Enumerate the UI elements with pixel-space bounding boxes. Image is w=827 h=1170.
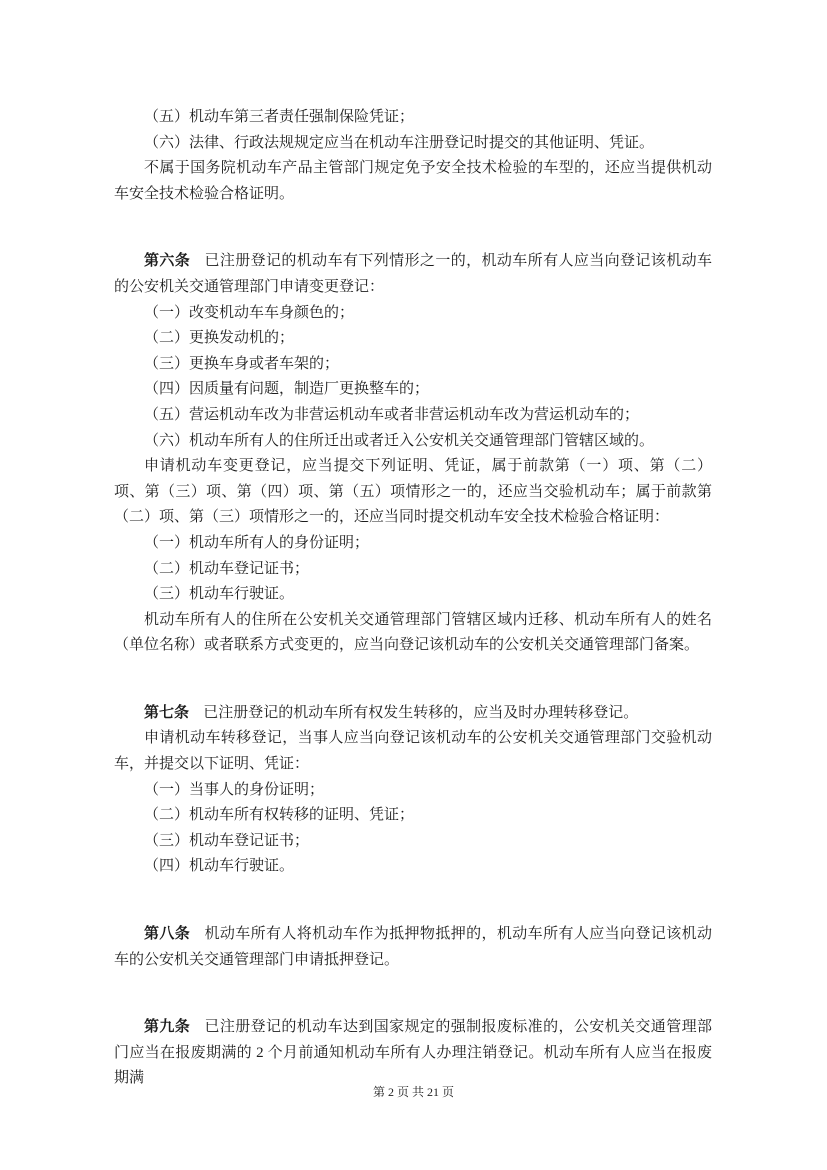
body-paragraph: （三）机动车行驶证。: [144, 586, 295, 603]
article-number: 第八条: [144, 926, 191, 943]
body-paragraph: 机动车所有人的住所在公安机关交通管理部门管辖区域内迁移、机动车所有人的姓名（单位名称）或者联系方式变更的，应当向登记该机动车的公安机关交通管理部门备案。: [114, 611, 712, 654]
article-number: 第九条: [144, 1019, 191, 1036]
body-paragraph: 不属于国务院机动车产品主管部门规定免予安全技术检验的车型的，还应当提供机动车安全技术检验合格证明。: [114, 160, 712, 202]
body-paragraph: （六）机动车所有人的住所迁出或者迁入公安机关交通管理部门管辖区域的。: [144, 432, 655, 449]
page-footer: 第 2 页 共 21 页: [372, 1085, 454, 1099]
body-paragraph: （一）当事人的身份证明；: [144, 781, 325, 798]
body-paragraph: （一）机动车所有人的身份证明；: [144, 534, 370, 551]
body-paragraph: （三）更换车身或者车架的；: [144, 355, 340, 372]
body-paragraph: （一）改变机动车车身颜色的；: [144, 304, 355, 321]
article-paragraph: [114, 701, 712, 727]
body-paragraph: （二）机动车登记证书；: [144, 560, 310, 577]
body-paragraph: （二）机动车所有权转移的证明、凭证；: [144, 807, 415, 824]
article-text: 已注册登记的机动车有下列情形之一的，机动车所有人应当向登记该机动车的公安机关交通管理部门申请变更登记：: [114, 253, 712, 295]
article-paragraph: [114, 922, 712, 973]
body-paragraph: （二）更换发动机的；: [144, 330, 295, 347]
article-paragraph: [114, 1015, 712, 1092]
body-paragraph: （五）营运机动车改为非营运机动车或者非营运机动车改为营运机动车的；: [144, 406, 640, 423]
article-text: 机动车所有人将机动车作为抵押物抵押的，机动车所有人应当向登记该机动车的公安机关交通管理部门申请抵押登记。: [114, 926, 712, 968]
article-number: 第六条: [144, 253, 191, 270]
body-paragraph: 申请机动车转移登记，当事人应当向登记该机动车的公安机关交通管理部门交验机动车，并提交以下证明、凭证：: [114, 730, 712, 773]
body-paragraph: 申请机动车变更登记，应当提交下列证明、凭证，属于前款第（一）项、第（二）项、第（三）项、第（四）项、第（五）项情形之一的，还应当交验机动车；属于前款第（二）项、第（三）项情形之一的，还应当同时提交机动车安全技术检验合格证明：: [114, 458, 712, 526]
body-paragraph: （四）机动车行驶证。: [144, 858, 295, 875]
body-paragraph: （四）因质量有问题，制造厂更换整车的；: [144, 381, 430, 398]
body-paragraph: （六）法律、行政法规规定应当在机动车注册登记时提交的其他证明、凭证。: [144, 134, 655, 151]
body-paragraph: （三）机动车登记证书；: [144, 832, 310, 849]
article-paragraph: [114, 249, 712, 300]
document-content: [114, 105, 712, 1092]
article-text: 已注册登记的机动车所有权发生转移的，应当及时办理转移登记。: [203, 704, 639, 721]
article-number: 第七条: [144, 704, 190, 721]
article-text: 已注册登记的机动车达到国家规定的强制报废标准的，公安机关交通管理部门应当在报废期满的 2 个月前通知机动车所有人办理注销登记。机动车所有人应当在报废期满: [114, 1019, 712, 1087]
body-paragraph: （五）机动车第三者责任强制保险凭证；: [144, 109, 415, 125]
